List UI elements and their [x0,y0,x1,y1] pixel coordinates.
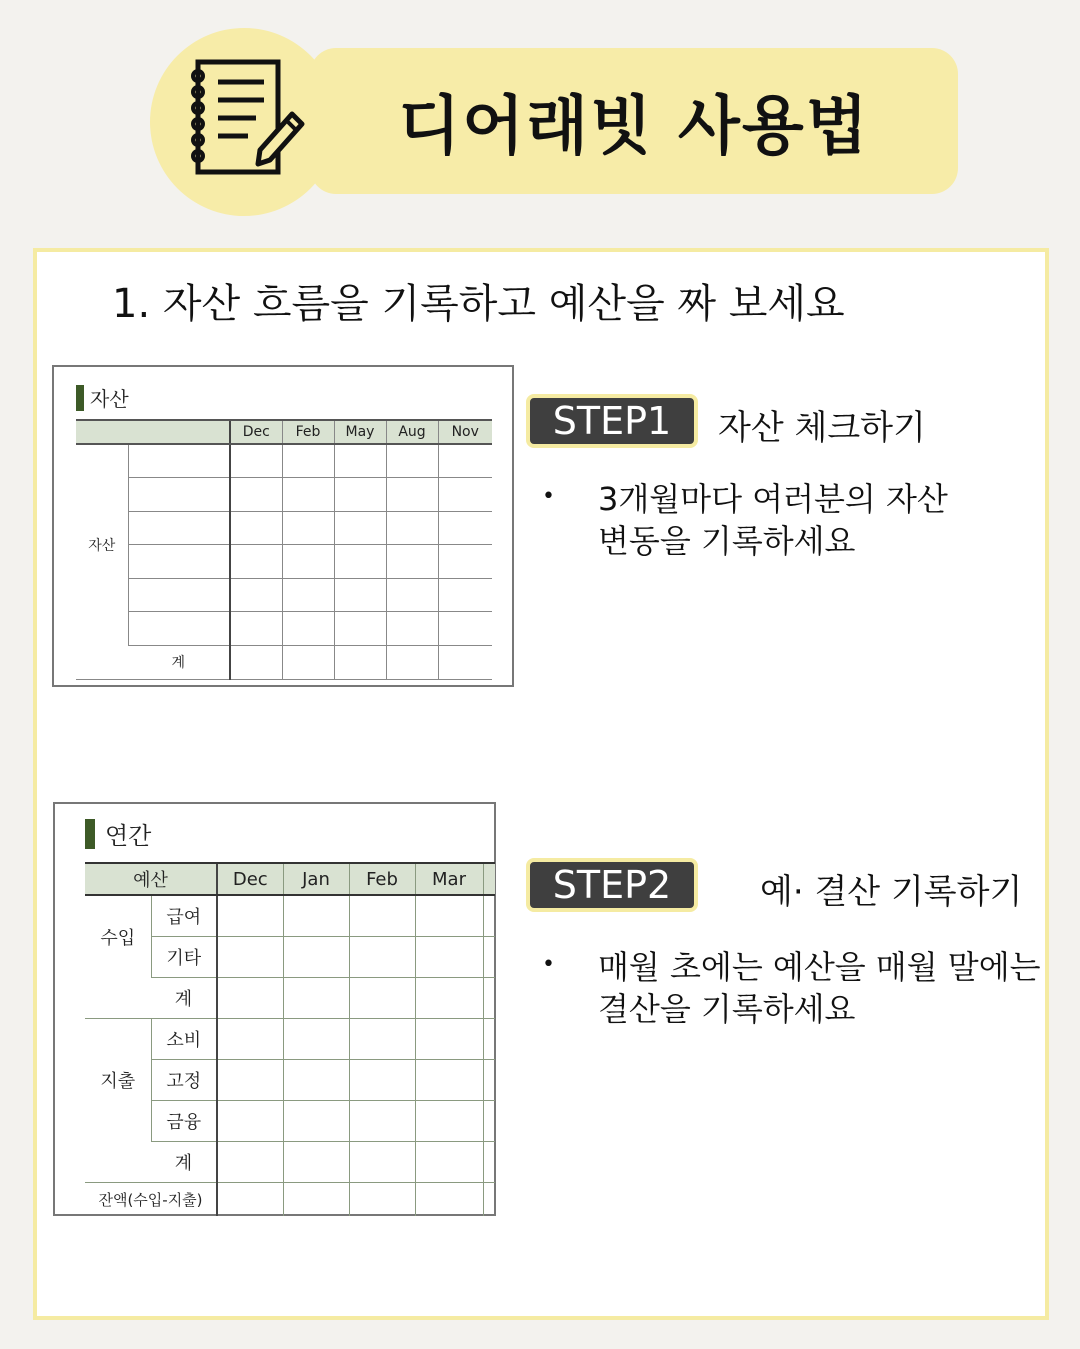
asset-cell[interactable] [230,478,282,512]
annual-table [85,862,495,1216]
col-header: May [334,420,386,444]
annual-cell[interactable] [217,1182,283,1216]
asset-sheet-label [76,383,129,412]
annual-cell[interactable] [217,1141,283,1182]
annual-cell[interactable] [483,936,495,977]
notepad-pencil-icon [188,58,308,178]
annual-cell[interactable] [483,1182,495,1216]
income-item: 기타 [151,936,217,977]
annual-cell[interactable] [217,977,283,1018]
step1-desc-line: 변동을 기록하세요 [598,522,856,560]
asset-cell[interactable] [128,578,230,612]
annual-cell[interactable] [349,1018,415,1059]
annual-cell[interactable] [483,1100,495,1141]
annual-cell[interactable] [349,977,415,1018]
annual-cell[interactable] [283,1182,349,1216]
annual-cell[interactable] [483,977,495,1018]
asset-cell[interactable] [386,578,438,612]
asset-cell[interactable] [230,444,282,478]
annual-cell[interactable] [349,936,415,977]
annual-cell[interactable] [415,977,483,1018]
col-header: Nov [438,420,492,444]
annual-cell[interactable] [483,1018,495,1059]
asset-cell[interactable] [334,545,386,579]
asset-cell[interactable] [230,612,282,646]
expense-total-label: 계 [151,1141,217,1182]
annual-cell[interactable] [217,895,283,936]
asset-cell[interactable] [386,612,438,646]
step2-description [598,946,1041,1030]
asset-cell[interactable] [282,478,334,512]
asset-row [76,511,492,545]
annual-cell[interactable] [483,895,495,936]
income-row [85,895,495,936]
balance-row [85,1182,495,1216]
expense-item: 소비 [151,1018,217,1059]
annual-cell[interactable] [283,1059,349,1100]
asset-cell[interactable] [438,646,492,680]
col-spacer [483,863,495,895]
asset-cell[interactable] [438,478,492,512]
col-header: Dec [217,863,283,895]
asset-cell[interactable] [230,578,282,612]
asset-cell[interactable] [386,444,438,478]
expense-total-row [85,1141,495,1182]
asset-cell[interactable] [282,545,334,579]
annual-cell[interactable] [217,1018,283,1059]
label-marker [85,819,95,849]
income-label: 수입 [100,927,136,949]
asset-row [76,444,492,478]
annual-cell[interactable] [349,1100,415,1141]
col-header: Aug [386,420,438,444]
annual-cell[interactable] [349,1141,415,1182]
step1-description [598,478,948,562]
asset-cell[interactable] [438,444,492,478]
annual-header-row [85,863,495,895]
asset-cell[interactable] [334,578,386,612]
asset-row [76,612,492,646]
annual-cell[interactable] [483,1141,495,1182]
annual-cell[interactable] [415,1100,483,1141]
annual-cell[interactable] [283,1141,349,1182]
asset-cell[interactable] [438,511,492,545]
asset-sheet [52,365,514,687]
income-item: 급여 [151,895,217,936]
col-header: Feb [282,420,334,444]
annual-cell[interactable] [349,1182,415,1216]
step2-desc-line: 매월 초에는 예산을 매월 말에는 [598,948,1041,986]
asset-cell[interactable] [282,511,334,545]
annual-cell[interactable] [217,1100,283,1141]
section-title: 1. 자산 흐름을 기록하고 예산을 짜 보세요 [112,281,845,327]
income-total-label: 계 [151,977,217,1018]
step1-bullet: • [542,484,555,509]
asset-cell[interactable] [334,646,386,680]
asset-row [76,478,492,512]
annual-sheet [53,802,496,1216]
asset-cell[interactable] [438,612,492,646]
asset-total-label: 계 [76,646,230,680]
col-header: Mar [415,863,483,895]
asset-group-label: 자산 [88,538,116,555]
header-blank-cell [76,420,230,444]
step2-title: 예· 결산 기록하기 [760,872,1023,912]
annual-cell[interactable] [415,1182,483,1216]
asset-cell[interactable] [386,646,438,680]
asset-cell[interactable] [128,612,230,646]
expense-row [85,1018,495,1059]
step1-title: 자산 체크하기 [718,408,926,448]
balance-label: 잔액(수입-지출) [98,1190,203,1209]
step2-bullet: • [542,952,555,977]
step1-badge: STEP1 [526,394,698,448]
asset-cell[interactable] [438,545,492,579]
page-title: 디어래빗 사용법 [398,90,870,164]
annual-cell[interactable] [283,977,349,1018]
asset-cell[interactable] [282,444,334,478]
asset-row [76,545,492,579]
budget-header: 예산 [85,863,217,895]
blank-cell [85,1141,151,1182]
blank-cell [85,977,151,1018]
asset-row [76,578,492,612]
asset-cell[interactable] [334,612,386,646]
annual-cell[interactable] [415,1141,483,1182]
annual-cell[interactable] [415,1018,483,1059]
asset-cell[interactable] [230,646,282,680]
asset-cell[interactable] [128,511,230,545]
asset-sheet-title: 자산 [90,387,129,411]
asset-cell[interactable] [334,511,386,545]
annual-sheet-label [85,816,151,851]
asset-cell[interactable] [386,511,438,545]
annual-cell[interactable] [217,1059,283,1100]
col-header: Feb [349,863,415,895]
step2-desc-line: 결산을 기록하세요 [598,990,856,1028]
annual-cell[interactable] [349,1059,415,1100]
asset-cell[interactable] [438,578,492,612]
expense-item: 금융 [151,1100,217,1141]
expense-item: 고정 [151,1059,217,1100]
asset-cell[interactable] [128,545,230,579]
annual-cell[interactable] [415,1059,483,1100]
annual-sheet-title: 연간 [105,822,152,850]
annual-cell[interactable] [283,1018,349,1059]
step2-badge: STEP2 [526,858,698,912]
annual-cell[interactable] [483,1059,495,1100]
asset-cell[interactable] [334,478,386,512]
col-header: Dec [230,420,282,444]
annual-cell[interactable] [415,895,483,936]
asset-total-row [76,646,492,680]
asset-cell[interactable] [282,612,334,646]
asset-cell[interactable] [386,478,438,512]
income-total-row [85,977,495,1018]
expense-label: 지출 [100,1070,136,1092]
annual-cell[interactable] [283,936,349,977]
asset-cell[interactable] [334,444,386,478]
col-header: Jan [283,863,349,895]
label-marker [76,385,84,411]
annual-cell[interactable] [415,936,483,977]
asset-header-row [76,420,492,444]
asset-cell[interactable] [230,545,282,579]
asset-cell[interactable] [282,646,334,680]
annual-cell[interactable] [349,895,415,936]
asset-cell[interactable] [282,578,334,612]
asset-table [76,419,492,680]
annual-cell[interactable] [283,895,349,936]
annual-cell[interactable] [283,1100,349,1141]
asset-cell[interactable] [386,545,438,579]
asset-cell[interactable] [230,511,282,545]
asset-cell[interactable] [128,444,230,478]
annual-cell[interactable] [217,936,283,977]
step1-desc-line: 3개월마다 여러분의 자산 [598,480,948,518]
asset-cell[interactable] [128,478,230,512]
